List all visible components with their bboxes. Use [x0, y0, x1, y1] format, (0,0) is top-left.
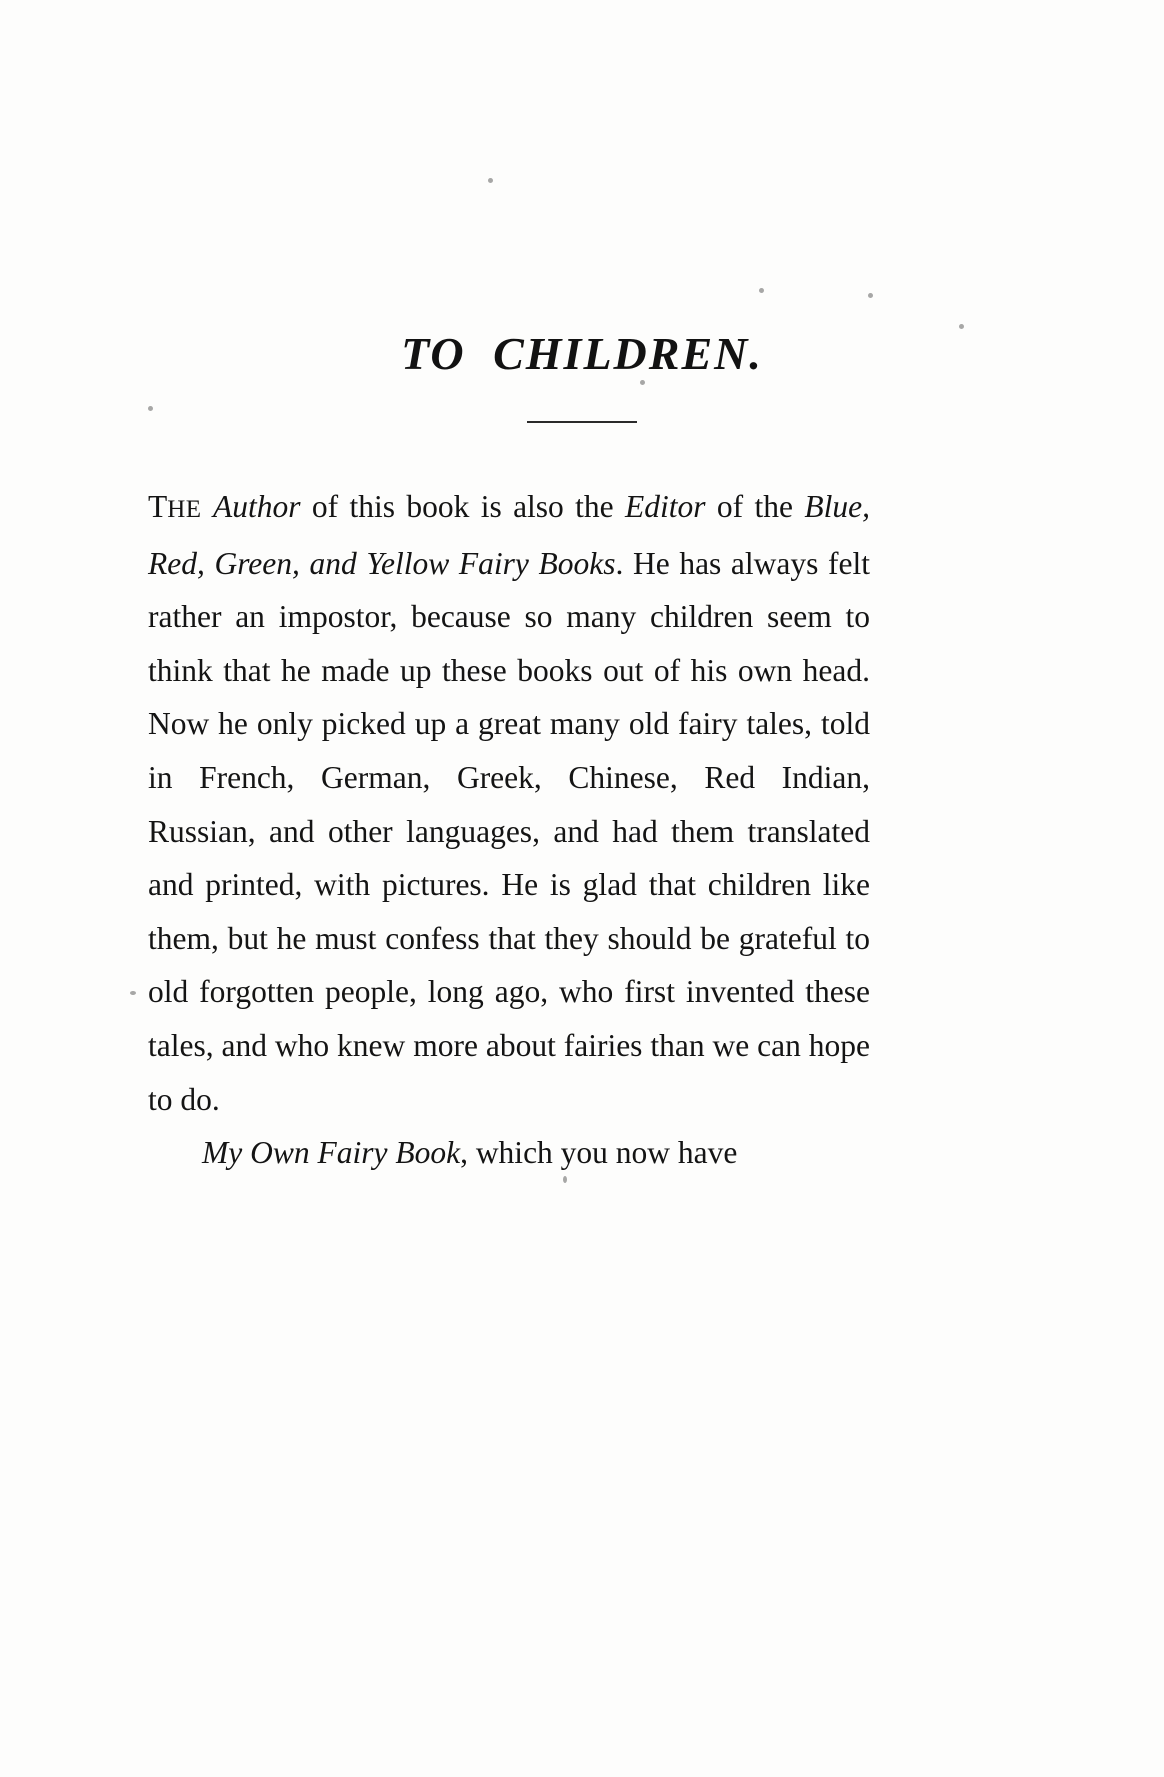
text-run: because so many children seem to think that: [148, 599, 871, 688]
text-run: Now he only picked up a great many old: [148, 706, 670, 742]
text-run: fairy tales, told in French, German, Greek,: [148, 706, 870, 795]
text-run: the: [754, 489, 805, 524]
scan-speck: [148, 406, 153, 411]
emphasis-book-titles: Blue, Red, Green, and Yellow Fairy Books: [148, 489, 870, 581]
text-run: languages, and had them translated and: [148, 813, 871, 903]
paragraph-2: [148, 1126, 870, 1180]
emphasis-my-own-fairy-book: My Own Fairy Book: [202, 1135, 461, 1171]
paragraph-1: [148, 480, 870, 1126]
scan-speck: [130, 991, 136, 995]
text-run: he made up these books out of his own head.: [281, 652, 871, 688]
text-run: of: [705, 489, 744, 524]
text-run: people, long ago, who first invented these: [325, 974, 870, 1010]
text-run: , which you now have: [460, 1135, 738, 1171]
text-run: of this book is also the: [300, 489, 626, 524]
scan-speck: [868, 293, 873, 298]
text-run: He has always felt rather an impostor,: [148, 545, 870, 635]
text-run: we can hope to do.: [148, 1027, 870, 1117]
text-run: .: [615, 545, 624, 581]
page-title: TO CHILDREN.: [401, 327, 763, 379]
text-run: Chinese, Red Indian, Russian, and other: [148, 759, 870, 849]
emphasis-editor: Editor: [625, 489, 706, 524]
text-run: tales, and who knew more about fairies than: [148, 1027, 705, 1063]
lead-cap: THE: [148, 489, 202, 524]
body-text: [148, 480, 870, 1180]
space: [202, 489, 213, 524]
text-run: printed, with pictures. He is glad that: [205, 867, 696, 903]
scan-speck: [759, 288, 764, 293]
scan-speck: [488, 178, 493, 183]
emphasis-author: Author: [212, 489, 301, 524]
text-run: that they should be grateful to old forgotten: [148, 920, 871, 1010]
scan-speck: [640, 380, 645, 385]
title-divider: [527, 421, 637, 423]
text-run: children like them, but he must confess: [148, 867, 870, 956]
